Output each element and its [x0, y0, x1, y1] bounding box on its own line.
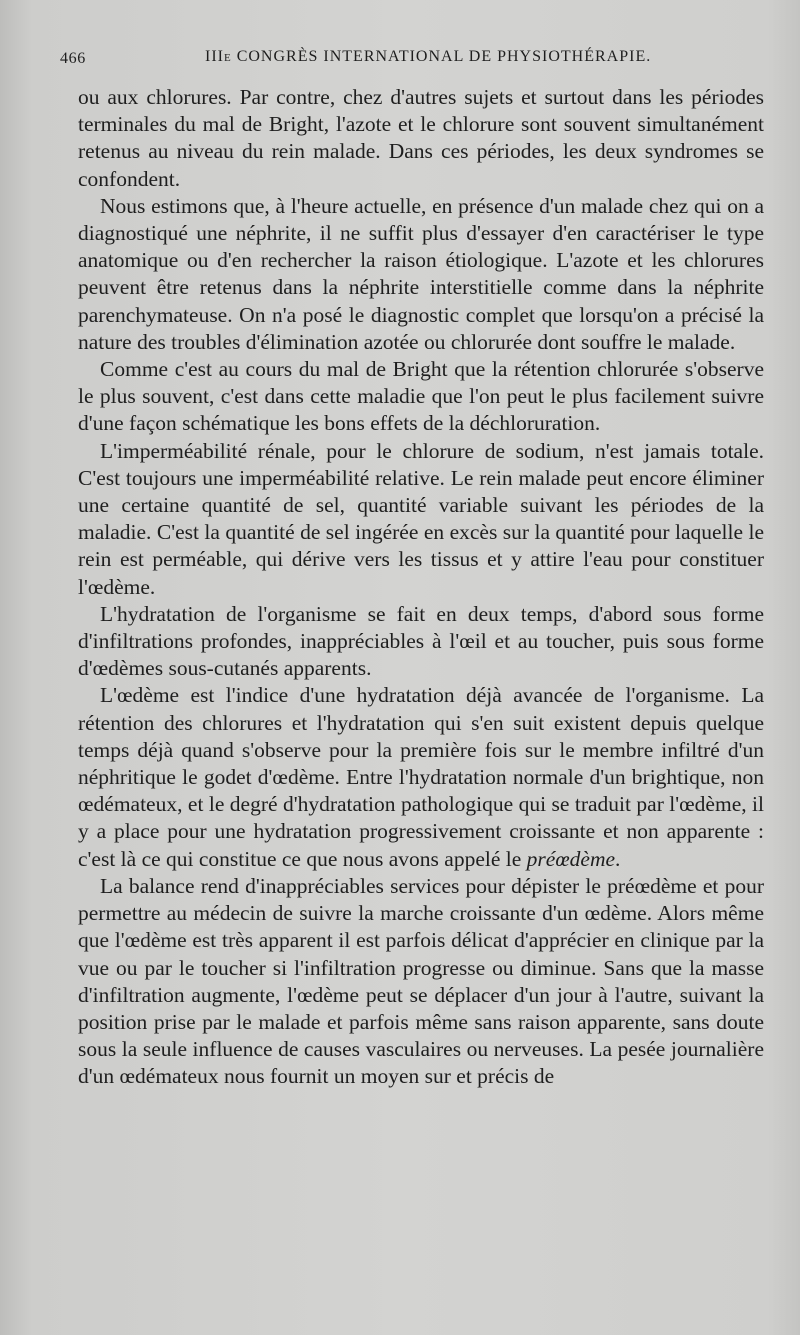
- body-text: [78, 84, 764, 1091]
- paragraph: L'imperméabilité rénale, pour le chlorure de sodium, n'est jamais totale. C'est toujours une imperméabilité relative. Le rein malade peut encore éliminer une certaine quantité de sel, quantité variable suivant les périodes de la maladie. C'est la quantité de sel ingérée en excès sur la quantité pour laquelle le rein est perméable, qui dérive vers les tissus et y attire l'eau pour constituer l'œdème.: [78, 438, 764, 599]
- page-header: [60, 46, 760, 72]
- term-suffix: .: [615, 846, 621, 871]
- paragraph-text: L'œdème est l'indice d'une hydratation déjà avancée de l'organisme. La rétention des chlorures et l'hydratation qui s'en suit existent depuis quelque temps déjà quand s'observe pour la première fois sur le membre infiltré d'un néphritique le godet d'œdème. Entre l'hydratation normale d'un brightique, non œdémateux, et le degré d'hydratation pathologique qui se traduit par l'œdème, il y a place pour une hydratation progressivement croissante et non apparente : c'est là ce qui constitue ce que nous avons appelé le: [78, 683, 764, 871]
- paragraph: La balance rend d'inappréciables services pour dépister le préœdème et pour permettre au médecin de suivre la marche croissante d'un œdème. Alors même que l'œdème est très apparent il est parfois délicat d'apprécier en clinique par la vue ou par le toucher si l'infiltration progresse ou diminue. Sans que la masse d'infiltration augmente, l'œdème peut se déplacer d'un jour à l'autre, suivant la position prise par le malade et parfois même sans raison apparente, sans doute sous la seule influence de causes vasculaires ou nerveuses. La pesée journalière d'un œdémateux nous fournit un moyen sur et précis de: [78, 873, 764, 1089]
- italic-term: préœdème: [526, 846, 616, 871]
- paragraph: Nous estimons que, à l'heure actuelle, en présence d'un malade chez qui on a diagnostiqué une néphrite, il ne suffit plus d'essayer d'en caractériser le type anatomique ou d'en rechercher la raison étiologique. L'azote et les chlorures peuvent être retenus dans la néphrite interstitielle comme dans la néphrite parenchymateuse. On n'a posé le diagnostic complet que lorsqu'on a précisé la nature des troubles d'élimination azotée ou chlorurée dont souffre le malade.: [78, 193, 764, 354]
- running-title: IIIe CONGRÈS INTERNATIONAL DE PHYSIOTHÉRAPIE.: [205, 48, 652, 65]
- paragraph: Comme c'est au cours du mal de Bright que la rétention chlorurée s'observe le plus souvent, c'est dans cette maladie que l'on peut le plus facilement suivre d'une façon schématique les bons effets de la déchloruration.: [78, 357, 764, 436]
- paragraph: [78, 682, 764, 872]
- paragraph: ou aux chlorures. Par contre, chez d'autres sujets et surtout dans les périodes terminales du mal de Bright, l'azote et le chlorure sont souvent simultanément retenus au niveau du rein malade. Dans ces périodes, les deux syndromes se confondent.: [78, 85, 764, 191]
- paragraph: L'hydratation de l'organisme se fait en deux temps, d'abord sous forme d'infiltrations profondes, inappréciables à l'œil et au toucher, puis sous forme d'œdèmes sous-cutanés apparents.: [78, 601, 764, 681]
- page-number: 466: [60, 50, 86, 67]
